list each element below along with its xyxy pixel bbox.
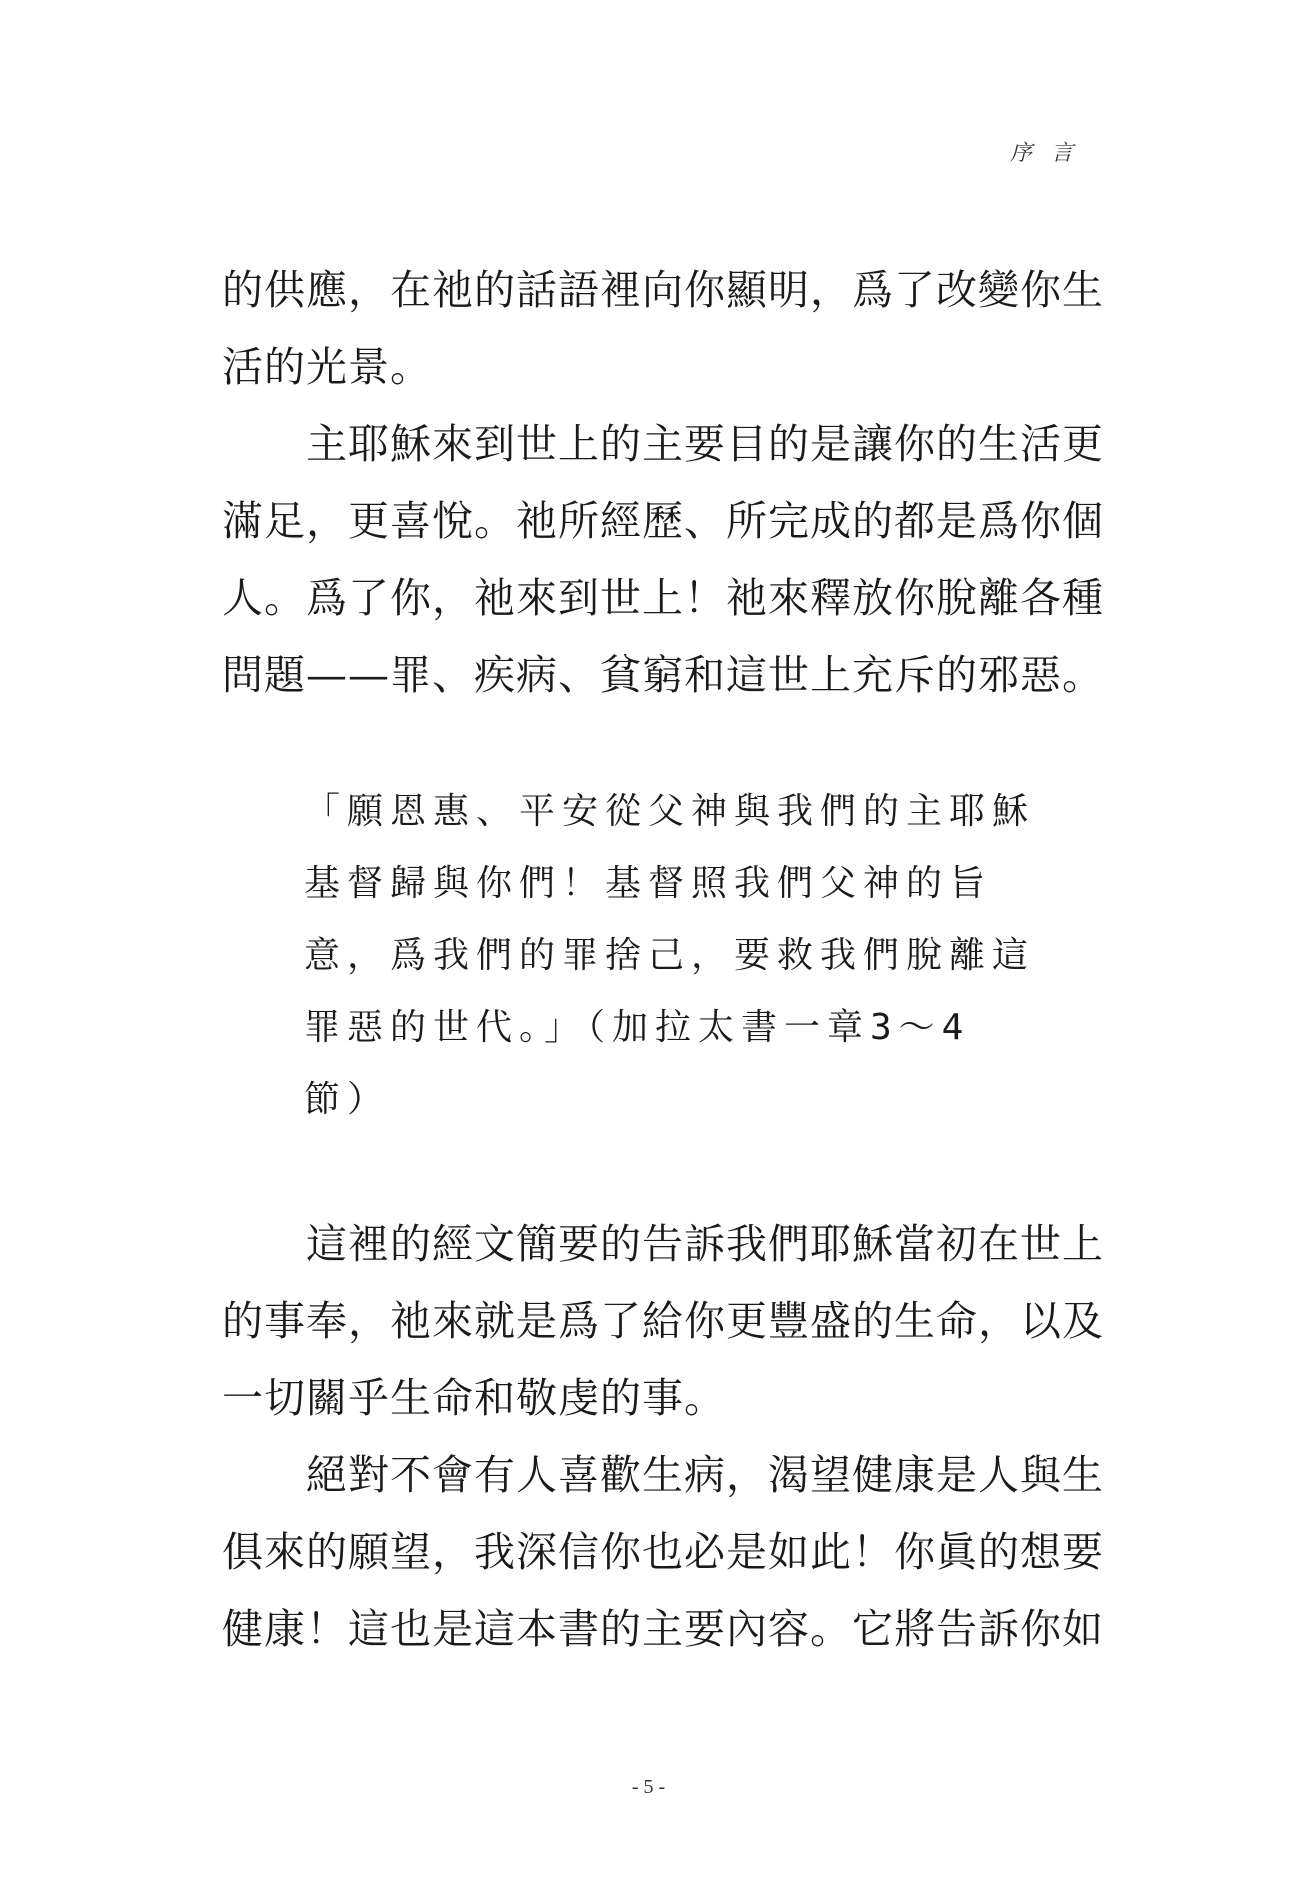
- text-line: 問題——罪、疾病、貧窮和這世上充斥的邪惡。: [222, 651, 1104, 699]
- text-line: 的供應，在祂的話語裡向你顯明，爲了改變你生: [222, 266, 1104, 314]
- paragraph: [222, 1206, 1104, 1437]
- running-header: 序 言: [1010, 141, 1079, 166]
- spacer: [222, 1136, 1082, 1206]
- text-line: 絕對不會有人喜歡生病，渴望健康是人與生: [222, 1451, 1104, 1499]
- main-text: [222, 252, 1104, 1668]
- quote-line: 節）: [304, 1079, 391, 1120]
- paragraph: [222, 1437, 1104, 1668]
- text-line: 人。爲了你，祂來到世上！祂來釋放你脫離各種: [222, 574, 1104, 622]
- quote-line: 基督歸與你們！基督照我們父神的旨: [304, 863, 993, 904]
- text-line: 活的光景。: [222, 343, 432, 391]
- text-line: 的事奉，祂來就是爲了給你更豐盛的生命，以及: [222, 1297, 1104, 1345]
- spacer: [222, 714, 1082, 776]
- text-line: 健康！這也是這本書的主要內容。它將告訴你如: [222, 1605, 1104, 1653]
- quote-line: 意，爲我們的罪捨己，要救我們脫離這: [304, 935, 1036, 976]
- quote-line: 「願恩惠、平安從父神與我們的主耶穌: [304, 791, 1036, 832]
- scripture-quote: [304, 776, 1036, 1136]
- page-number: - 5 -: [631, 1776, 666, 1798]
- paragraph: [222, 406, 1104, 714]
- text-line: 滿足，更喜悅。祂所經歷、所完成的都是爲你個: [222, 497, 1104, 545]
- paragraph: [222, 252, 1104, 406]
- quote-line: 罪惡的世代。」（加拉太書一章3～4: [304, 1007, 971, 1048]
- text-line: 俱來的願望，我深信你也必是如此！你眞的想要: [222, 1528, 1104, 1576]
- text-line: 一切關乎生命和敬虔的事。: [222, 1374, 726, 1422]
- text-line: 這裡的經文簡要的告訴我們耶穌當初在世上: [222, 1220, 1104, 1268]
- text-line: 主耶穌來到世上的主要目的是讓你的生活更: [222, 420, 1104, 468]
